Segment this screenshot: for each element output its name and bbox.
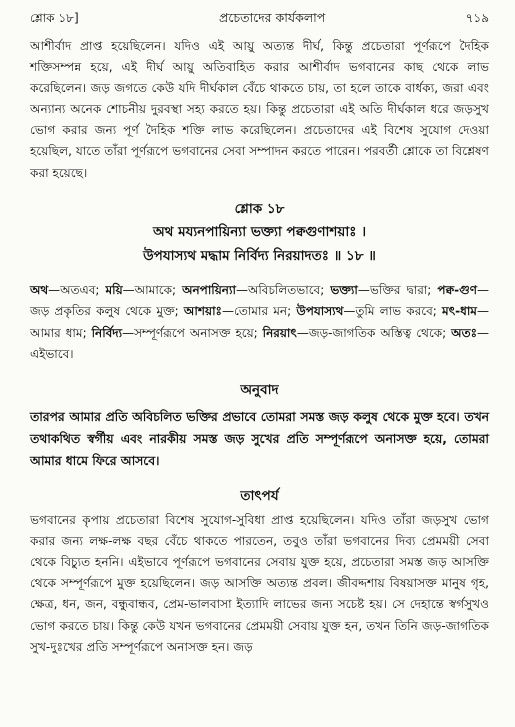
synonym-word: ভক্ত্যা [330,282,358,297]
chapter-title: প্রচেতাদের কার্যকলাপ [218,10,326,25]
verse-block [30,198,489,268]
purport-text: ভগবানের কৃপায় প্রচেতারা বিশেষ সুযোগ-সুবিধা প্রাপ্ত হয়েছিলেন। যদিও তাঁরা জড়সুখ ভোগ করার জন্য লক্ষ-লক্ষ বছর বেঁচে থাকতে পারতেন, তবুও তাঁরা ভগবানের দিব্য প্রেমময়ী সেবা থেকে বিচ্যুত হননি। এইভাবে পূর্ণরূপে ভগবানের সেবায় যুক্ত হয়ে, প্রচেতারা সমস্ত জড় আসক্তি থেকে সম্পূর্ণরূপে মুক্ত হয়েছিলেন। জড় আসক্তি অত্যন্ত প্রবল। জীবদ্দশায় বিষয়াসক্ত মানুষ গৃহ, ক্ষেত্র, ধন, জন, বন্ধুবান্ধব, প্রেম-ভালবাসা ইত্যাদি লাভের জন্য সচেষ্ট হয়। সে দেহান্তে স্বর্গসুখও ভোগ করতে চায়। কিন্তু কেউ যখন ভগবানের প্রেমময়ী সেবায় যুক্ত হন, তখন তিনি জড়-জাগতিক সুখ-দুঃখের প্রতি সম্পূর্ণরূপে অনাসক্ত হন। জড় [30,512,489,654]
synonym-meaning: —সম্পূর্ণরূপে অনাসক্ত হয়ে; [122,325,263,340]
synonym-word: উপযাস্যথ [296,304,344,319]
synonym-word: অথ [30,282,49,297]
synonym-meaning: —আমার ধাম; [30,304,489,340]
translation-heading: অনুবাদ [240,381,279,398]
verse-number: শ্লোক ১৮ [234,200,285,217]
synonym-word: ময়ি [105,282,123,297]
synonym-meaning: —আমাকে; [122,282,183,297]
synonym-meaning: —তোমার মন; [221,304,297,319]
synonym-meaning: —অতএব; [48,282,106,297]
synonym-word: নিরয়াৎ [262,325,297,340]
synonym-meaning: —অবিচলিতভাবে; [235,282,331,297]
synonym-word: অনপায়িন্যা [182,282,236,297]
verse-reference: শ্লোক ১৮] [30,11,79,25]
synonym-word: আশয়াঃ [183,304,222,319]
synonym-word: অতঃ [451,325,477,340]
intro-paragraph: আশীর্বাদ প্রাপ্ত হয়েছিলেন। যদিও এই আয়ু অত্যন্ত দীর্ঘ, কিন্তু প্রচেতারা পূর্ণরূপে দৈহিক শক্তিসম্পন্ন হয়ে, এই দীর্ঘ আয়ু অতিবাহিত করার আশীর্বাদ ভগবানের কাছ থেকে লাভ করেছিলেন। জড় জগতে কেউ যদি দীর্ঘকাল বেঁচে থাকতে চায়, তা হলে তাকে বার্ধক্য, জরা এবং অন্যান্য অনেক শোচনীয় দুরবস্থা সহ্য করতে হয়। কিন্তু প্রচেতারা এই অতি দীর্ঘকাল ধরে জড়সুখ ভোগ করার জন্য পূর্ণ দৈহিক শক্তি লাভ করেছিলেন। প্রচেতাদের এই বিশেষ সুযোগ দেওয়া হয়েছিল, যাতে তাঁরা পূর্ণরূপে ভগবানের সেবা সম্পাদন করতে পারেন। পরবর্তী শ্লোকে তা বিশ্লেষণ করা হয়েছে। [30,39,489,180]
synonym-meaning: —জড় প্রকৃতির কলুষ থেকে মুক্ত; [30,282,490,319]
page-number: ৭১৯ [465,11,489,25]
synonyms-paragraph [30,280,489,366]
synonym-meaning: —এইভাবে। [30,325,489,362]
synonym-meaning: —ভক্তির দ্বারা; [357,282,438,297]
synonym-meaning: —তুমি লাভ করবে; [343,304,443,319]
translation-text: তারপর আমার প্রতি অবিচলিত ভক্তির প্রভাবে তোমরা সমস্ত জড় কলুষ থেকে মুক্ত হবে। তখন তথাকথিত স্বর্গীয় এবং নারকীয় সমস্ত জড় সুখের প্রতি সম্পূর্ণরূপে অনাসক্ত হয়ে, তোমরা আমার ধামে ফিরে আসবে। [30,409,489,468]
verse-line-1: অথ ময্যনপায়িন্যা ভক্ত্যা পক্বগুণাশয়াঃ । [152,223,367,240]
purport-heading: তাৎপর্য [240,487,279,504]
synonym-meaning: —জড়-জাগতিক অস্তিত্ব থেকে; [296,325,452,340]
synonym-word: পক্ব-গুণ [437,282,478,297]
synonym-word: নির্বিদ্য [91,325,123,340]
page-header [30,0,489,30]
synonym-word: মৎ-ধাম [442,304,477,319]
verse-line-2: উপযাস্যথ মদ্ধাম নির্বিদ্য নিরয়াদতঃ ॥ ১৮ ॥ [143,247,376,264]
